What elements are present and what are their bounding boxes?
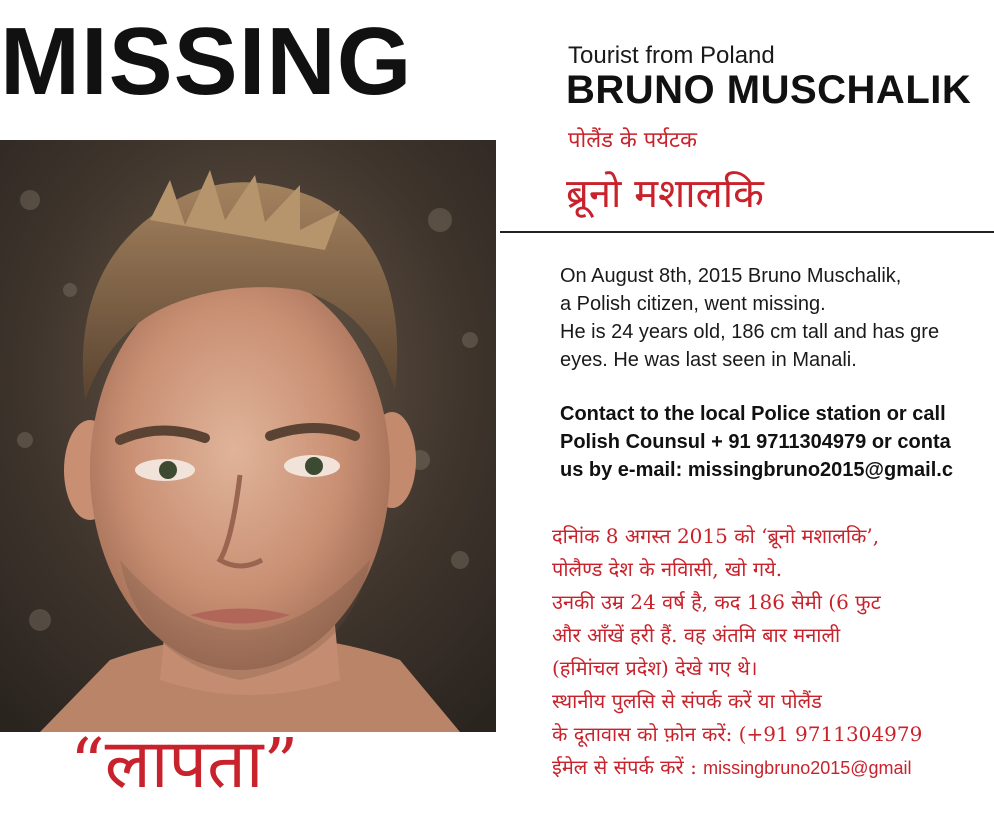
english-description: [560, 262, 994, 374]
hindi-line: उनकी उम्र 24 वर्ष है, कद 186 सेमी (6 फुट: [552, 590, 881, 614]
missing-person-photo: [0, 140, 496, 732]
email-address: missingbruno2015@gmail: [703, 758, 912, 778]
hindi-line: दनिांक 8 अगस्त 2015 को ‘ब्रूनो मशालकि’,: [552, 524, 880, 548]
description-line: eyes. He was last seen in Manali.: [560, 349, 857, 371]
english-contact-info: [560, 400, 953, 484]
person-name-en: BRUNO MUSCHALIK: [566, 68, 972, 112]
hindi-line: के दूतावास को फ़ोन करें: (+91 9711304979: [552, 722, 923, 746]
hindi-line: स्थानीय पुलसि से संपर्क करें या पोलैंड: [552, 689, 822, 713]
subtitle-hi: पोलैंड के पर्यटक: [568, 128, 698, 153]
hindi-email-prefix: ईमेल से संपर्क करें :: [552, 755, 704, 779]
description-line: On August 8th, 2015 Bruno Muschalik,: [560, 265, 902, 287]
hindi-description: [552, 520, 922, 785]
subtitle-en: Tourist from Poland: [568, 42, 775, 69]
contact-line: Polish Counsul + 91 9711304979 or conta: [560, 431, 951, 453]
contact-line: Contact to the local Police station or call: [560, 403, 946, 425]
description-line: He is 24 years old, 186 cm tall and has gre: [560, 321, 940, 343]
hindi-line: [552, 751, 922, 785]
text-column: [500, 0, 994, 828]
hindi-line: पोलैण्ड देश के नविासी, खो गये.: [552, 557, 783, 581]
description-line: a Polish citizen, went missing.: [560, 293, 826, 315]
missing-headline: MISSING: [0, 8, 413, 115]
hindi-line: और आँखें हरी हैं. वह अंतमि बार मनाली: [552, 623, 841, 647]
hindi-line: (हमिांचल प्रदेश) देखे गए थे।: [552, 656, 758, 680]
hindi-missing-headline: “लापता”: [70, 725, 299, 804]
contact-line: us by e-mail: missingbruno2015@gmail.c: [560, 459, 953, 481]
person-name-hi: ब्रूनो मशालकि: [566, 171, 764, 217]
